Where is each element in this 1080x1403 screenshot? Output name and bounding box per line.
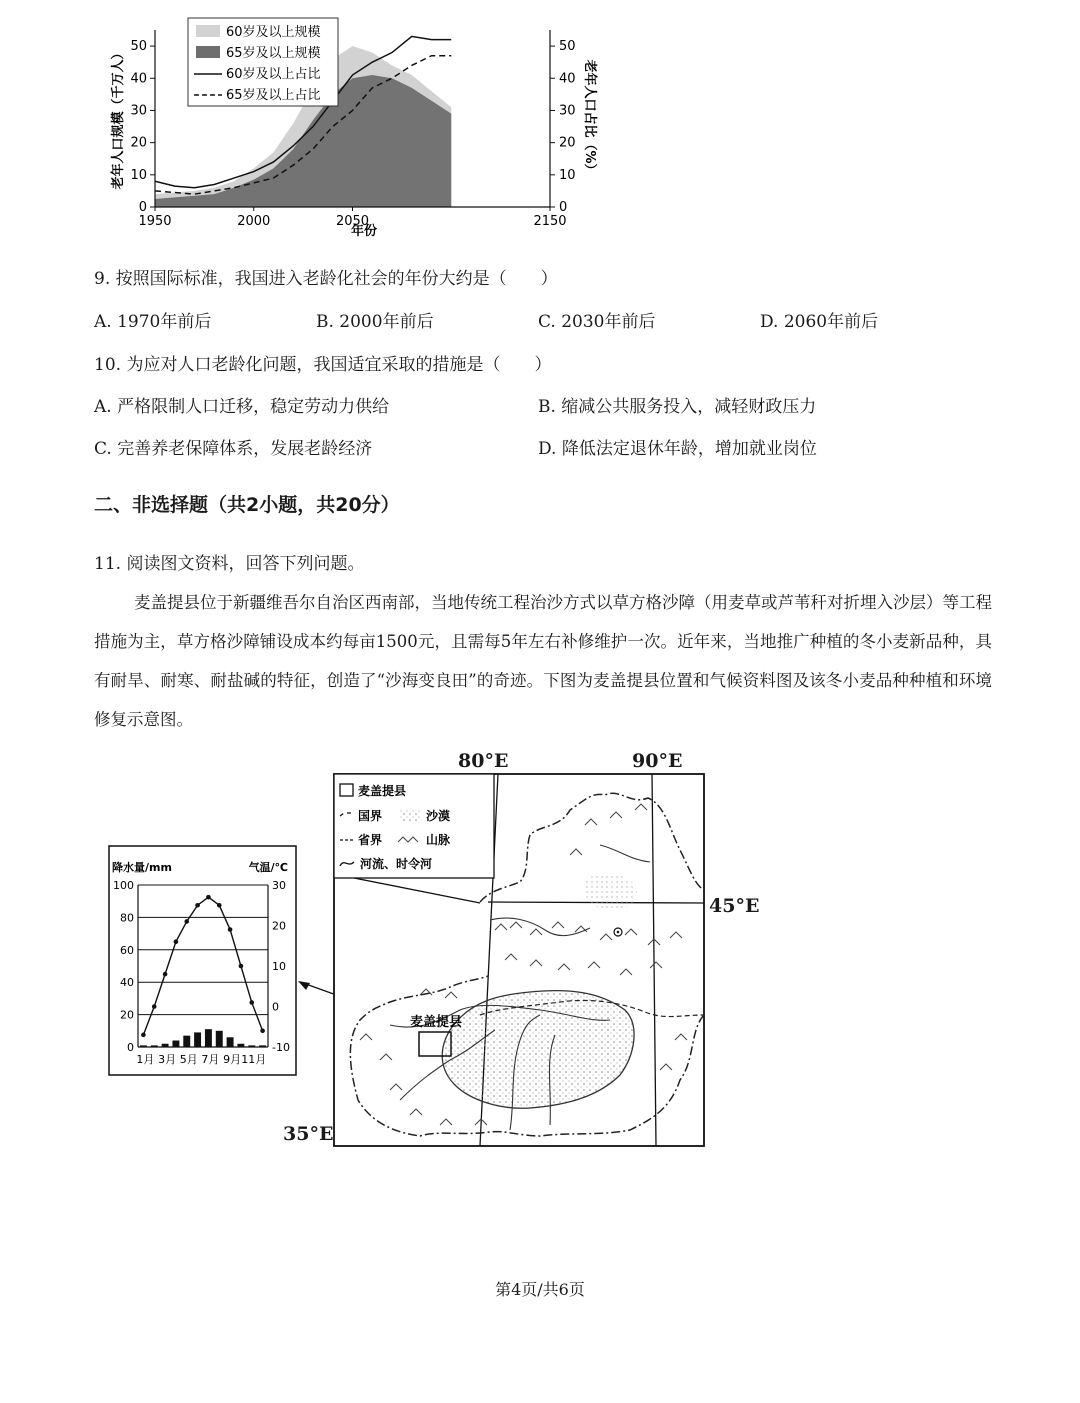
temp-tick-label: 10 bbox=[272, 960, 286, 973]
precip-tick-label: 80 bbox=[120, 911, 134, 925]
legend-label: 60岁及以上规模 bbox=[226, 25, 321, 40]
chart-legend bbox=[188, 18, 338, 106]
question-11-paragraph: 麦盖提县位于新疆维吾尔自治区西南部，当地传统工程治沙方式以草方格沙障（用麦草或芦苇秆对折埋入沙层）等工程措施为主，草方格沙障铺设成本约每亩1500元，且需每5年左右补修维护一次。近年来，当地推广种植的冬小麦新品种，具有耐旱、耐寒、耐盐碱的特征，创造了“沙海变良田”的奇迹。下图为麦盖提县位置和气候资料图及该冬小麦品种种植和环境修复示意图。 bbox=[94, 593, 992, 729]
temp-axis-title: 气温/℃ bbox=[248, 861, 288, 874]
temperature-point bbox=[217, 903, 222, 908]
right-tick-label: 10 bbox=[559, 167, 576, 183]
temperature-point bbox=[195, 903, 200, 908]
temp-tick-label: 20 bbox=[272, 919, 286, 933]
month-tick-label: 11月 bbox=[241, 1053, 267, 1066]
legend-label: 麦盖提县 bbox=[358, 784, 407, 798]
lon-label-90: 90°E bbox=[632, 750, 683, 772]
temperature-point bbox=[141, 1033, 146, 1038]
month-tick-label: 3月 bbox=[158, 1053, 177, 1066]
question-10-stem: 10. 为应对人口老龄化问题，我国适宜采取的措施是（ ） bbox=[94, 355, 552, 375]
q9-option-a[interactable]: A. 1970年前后 bbox=[94, 312, 212, 332]
question-9-stem: 9. 按照国际标准，我国进入老龄化社会的年份大约是（ ） bbox=[94, 269, 558, 289]
page-footer: 第4页/共6页 bbox=[495, 1280, 585, 1299]
q10-option-a[interactable]: A. 严格限制人口迁移，稳定劳动力供给 bbox=[94, 397, 390, 417]
q9-option-b[interactable]: B. 2000年前后 bbox=[316, 312, 434, 332]
precip-bar bbox=[194, 1032, 201, 1047]
month-tick-label: 1月 bbox=[136, 1053, 155, 1066]
right-axis-title: 老年人口占比（%） bbox=[582, 59, 597, 177]
temperature-point bbox=[206, 895, 211, 900]
month-tick-label: 7月 bbox=[201, 1053, 220, 1066]
right-tick-label: 20 bbox=[559, 135, 576, 151]
climate-chart bbox=[108, 845, 298, 1077]
legend-label: 省界 bbox=[358, 833, 383, 847]
precip-tick-label: 20 bbox=[120, 1008, 134, 1022]
x-tick-label: 2050 bbox=[335, 214, 370, 229]
right-tick-label: 30 bbox=[559, 103, 576, 119]
left-tick-label: 20 bbox=[130, 135, 147, 151]
left-tick-label: 0 bbox=[138, 200, 147, 215]
precip-tick-label: 100 bbox=[113, 879, 134, 892]
precip-bar bbox=[227, 1037, 234, 1047]
right-tick-label: 0 bbox=[559, 200, 568, 215]
lat-label-45: 45°E bbox=[709, 895, 760, 917]
precip-bar bbox=[205, 1029, 212, 1047]
month-tick-label: 9月 bbox=[223, 1053, 242, 1066]
right-tick-label: 50 bbox=[559, 39, 576, 55]
q10-option-c[interactable]: C. 完善养老保障体系，发展老龄经济 bbox=[94, 439, 373, 459]
q9-option-c[interactable]: C. 2030年前后 bbox=[538, 312, 656, 332]
legend-label: 65岁及以上规模 bbox=[226, 46, 321, 61]
lon-label-80: 80°E bbox=[458, 750, 509, 772]
q9-option-d[interactable]: D. 2060年前后 bbox=[760, 312, 879, 332]
q10-option-b[interactable]: B. 缩减公共服务投入，减轻财政压力 bbox=[538, 397, 817, 417]
temperature-point bbox=[152, 1004, 157, 1009]
temp-tick-label: -10 bbox=[272, 1041, 290, 1054]
temperature-point bbox=[163, 972, 168, 977]
legend-label: 国界 bbox=[358, 809, 383, 823]
x-tick-label: 1950 bbox=[138, 214, 172, 229]
precip-bar bbox=[172, 1041, 179, 1047]
aging-population-chart bbox=[100, 10, 600, 245]
precip-tick-label: 0 bbox=[127, 1041, 134, 1054]
x-axis-title: 年份 bbox=[350, 224, 378, 239]
xinjiang-map bbox=[330, 770, 710, 1150]
month-tick-label: 5月 bbox=[179, 1053, 198, 1066]
legend-swatch-65-size bbox=[196, 46, 220, 58]
left-tick-label: 50 bbox=[130, 39, 147, 55]
legend-label: 沙漠 bbox=[426, 809, 451, 823]
legend-desert-symbol bbox=[400, 809, 420, 821]
section-heading: 二、非选择题（共2小题，共20分） bbox=[94, 494, 400, 516]
legend-label: 山脉 bbox=[426, 833, 451, 847]
precip-bar bbox=[216, 1031, 223, 1047]
lat-label-35: 35°E bbox=[283, 1123, 334, 1145]
temp-tick-label: 0 bbox=[272, 1000, 279, 1014]
temperature-point bbox=[228, 927, 233, 932]
temp-tick-label: 30 bbox=[272, 879, 286, 892]
right-tick-label: 40 bbox=[559, 71, 576, 87]
left-tick-label: 40 bbox=[130, 71, 147, 87]
maigaiti-county-label: 麦盖提县 bbox=[410, 1015, 463, 1030]
temperature-point bbox=[239, 964, 244, 969]
q10-option-d[interactable]: D. 降低法定退休年龄，增加就业岗位 bbox=[538, 439, 817, 459]
legend-swatch-60-size bbox=[196, 25, 220, 37]
temperature-point bbox=[260, 1029, 265, 1034]
left-axis-title: 老年人口规模（千万人） bbox=[111, 46, 126, 190]
precip-tick-label: 40 bbox=[120, 976, 134, 990]
legend-label: 65岁及以上占比 bbox=[226, 88, 321, 103]
precip-tick-label: 60 bbox=[120, 943, 134, 957]
question-11-stem: 11. 阅读图文资料，回答下列问题。 bbox=[94, 554, 365, 574]
left-tick-label: 10 bbox=[130, 167, 147, 183]
map-legend bbox=[334, 774, 494, 878]
legend-label: 60岁及以上占比 bbox=[226, 67, 321, 82]
x-tick-label: 2000 bbox=[237, 214, 271, 229]
temperature-point bbox=[174, 939, 179, 944]
temperature-point bbox=[249, 1000, 254, 1005]
left-tick-label: 30 bbox=[130, 103, 147, 119]
temperature-point bbox=[184, 919, 189, 924]
precip-bar bbox=[183, 1036, 190, 1047]
precip-axis-title: 降水量/mm bbox=[112, 861, 172, 874]
legend-label: 河流、时令河 bbox=[360, 857, 433, 871]
x-tick-label: 2150 bbox=[533, 214, 567, 229]
